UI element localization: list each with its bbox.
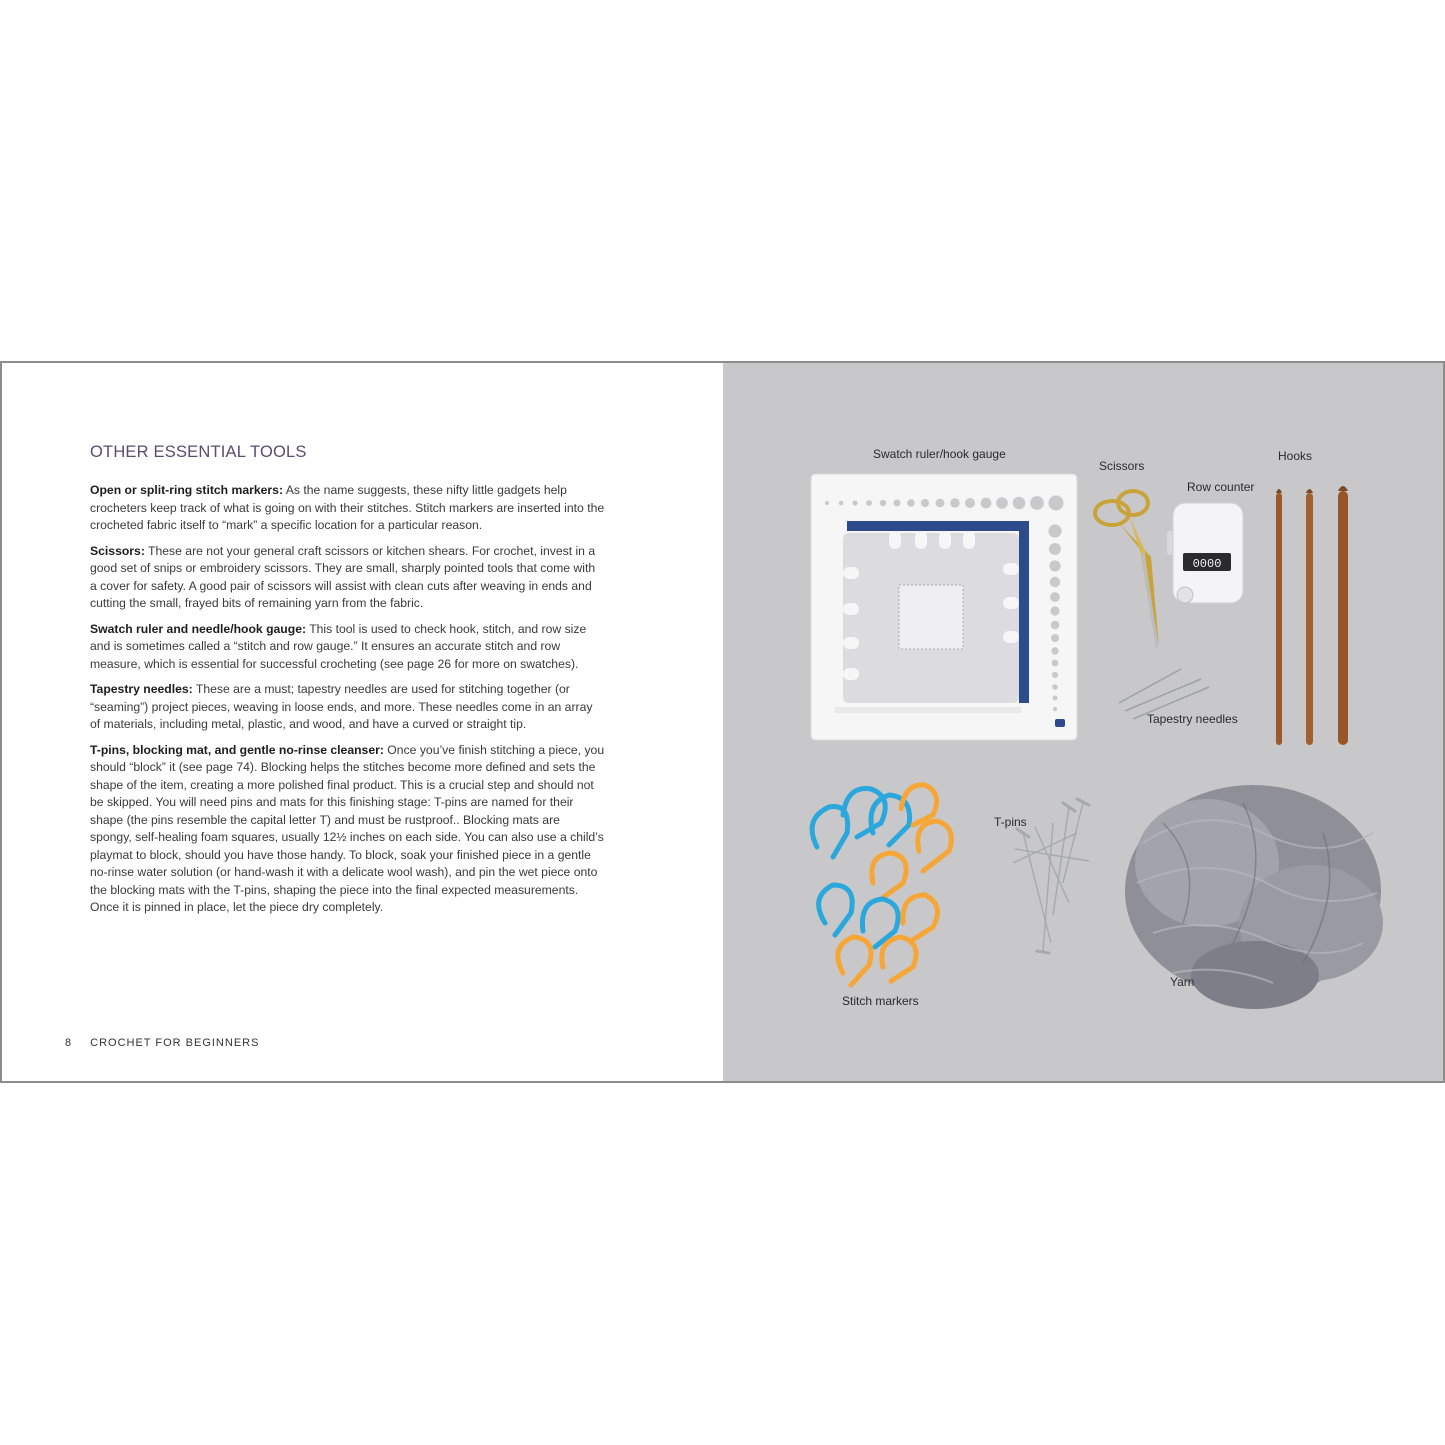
label-gauge: Swatch ruler/hook gauge — [873, 447, 1006, 461]
crochet-hooks — [1276, 486, 1348, 745]
tools-photo — [723, 363, 1443, 1081]
section-heading: OTHER ESSENTIAL TOOLS — [90, 443, 307, 461]
label-yarn: Yarn — [1170, 975, 1195, 989]
label-tpins: T-pins — [994, 815, 1027, 829]
label-stitch-markers: Stitch markers — [842, 994, 919, 1008]
paragraph-tapestry-needles — [90, 681, 605, 734]
swatch-gauge — [811, 474, 1077, 740]
scissors — [1095, 491, 1159, 647]
paragraph-title: Swatch ruler and needle/hook gauge: — [90, 621, 307, 636]
paragraph-title: Scissors: — [90, 543, 145, 558]
label-scissors: Scissors — [1099, 459, 1145, 473]
paragraph-title: Tapestry needles: — [90, 682, 193, 696]
paragraph-body: This tool is used to check hook, stitch, and row size and is sometimes called a “stitch and row gauge.” It ensures an accurate stitch and row measure, which is essential for successful crocheting (see page 26 for more on swatches). — [90, 621, 587, 671]
label-tapestry-needles: Tapestry needles — [1147, 712, 1238, 726]
counter-digits: 0000 — [1192, 557, 1222, 571]
paragraph-body: As the name suggests, these nifty little gadgets help crocheters keep track of what is going on with their stitches. Stitch markers are inserted into the crocheted fabric itself to “mark” a specific location for a particular reason. — [90, 483, 605, 532]
paragraph-body: These are a must; tapestry needles are used for stitching together (or “seaming”) project pieces, weaving in loose ends, and more. These needles come in an array of materials, including metal, plastic, and wood, and have a curved or straight tip. — [90, 682, 593, 731]
page-footer — [65, 1037, 259, 1049]
left-page — [2, 363, 723, 1081]
paragraph-scissors — [90, 543, 605, 613]
label-row-counter: Row counter — [1187, 480, 1255, 494]
paragraph-tpins-blocking — [90, 742, 605, 917]
running-title: CROCHET FOR BEGINNERS — [90, 1037, 260, 1049]
book-spread — [0, 361, 1445, 1083]
body-text — [90, 482, 605, 925]
paragraph-swatch-ruler — [90, 621, 605, 674]
paragraph-stitch-markers — [90, 482, 605, 535]
yarn-skein — [1125, 785, 1383, 1009]
right-page-photo — [723, 363, 1443, 1081]
paragraph-body: Once you’ve finish stitching a piece, you should “block” it (see page 74). Blocking helps the stitches become more defined and sets the shape of the item, creating a more polished final product. This is a crucial step and should not be skipped. You will need pins and mats for this finishing stage: T-pins are named for their shape (the pins resemble the capital letter T) and must be rustproof.. Blocking mats are spongy, self-healing foam squares, usually 12½ inches on each side. You can also use a child’s playmat to block, should you have those handy. To block, soak your finished piece in a gentle no-rinse water solution (or hand-wash it with a delicate wool wash), and pin the wet piece onto the blocking mats with the T-pins, shaping the piece into the final expected measurements. Once it is pinned in place, let the piece dry completely. — [90, 742, 605, 914]
paragraph-title: Open or split-ring stitch markers: — [90, 483, 284, 497]
stitch-markers — [812, 785, 951, 985]
paragraph-body: These are not your general craft scissors or kitchen shears. For crochet, invest in a good set of snips or embroidery scissors. They are small, sharply pointed tools that come with a cover for safety. A good pair of scissors will assist with clean cuts after weaving in ends and cutting the small, frayed bits of remaining yarn from the fabric. — [90, 543, 596, 610]
paragraph-title: T-pins, blocking mat, and gentle no-rinse cleanser: — [90, 742, 384, 757]
page-number: 8 — [65, 1037, 73, 1049]
label-hooks: Hooks — [1278, 449, 1313, 463]
row-counter — [1167, 503, 1243, 603]
